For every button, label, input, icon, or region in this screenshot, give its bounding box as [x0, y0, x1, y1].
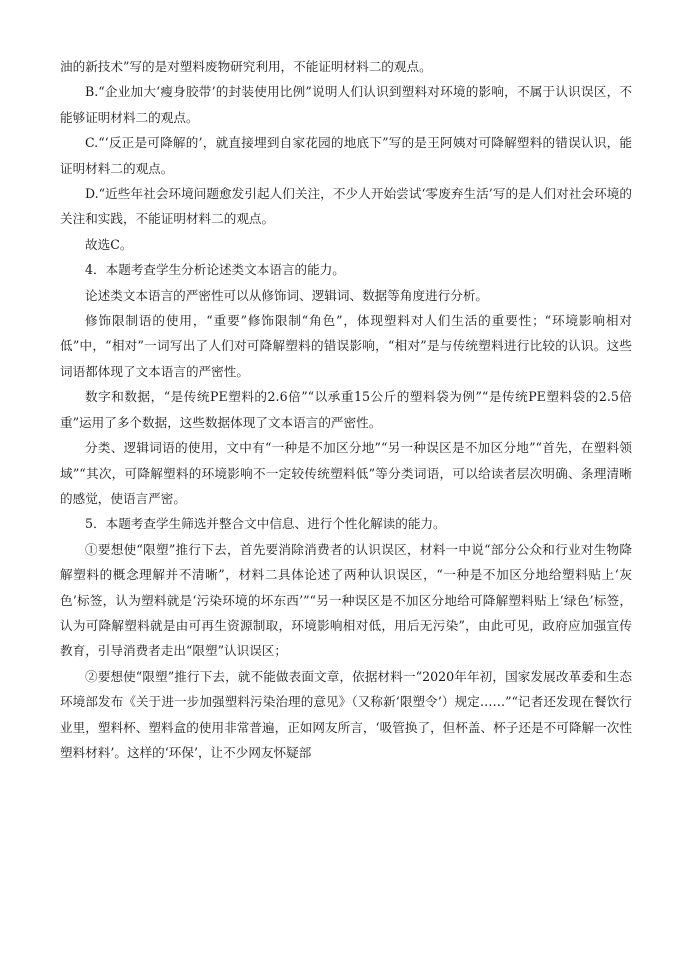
paragraph-q4-logic: 分类、逻辑词语的使用，文中有“一种是不加区分地”“另一种误区是不加区分地”“首先，在塑料领域”“其次，可降解塑料的环境影响不一定较传统塑料低”等分类词语，可以给读者层次明确、条理清晰的感觉，使语言严密。: [60, 440, 632, 506]
document-body: [60, 54, 632, 765]
paragraph-q5-heading: 5．本题考查学生筛选并整合文中信息、进行个性化解读的能力。: [85, 516, 446, 532]
paragraph-q5-point1: ①要想使“限塑”推行下去，首先要消除消费者的认识误区，材料一中说“部分公众和行业对生物降解塑料的概念理解并不清晰”，材料二具体论述了两种认识误区，“一种是不加区分地给塑料贴上‘灰色’标签，认为塑料就是‘污染环境的坏东西’”“另一种误区是不加区分地给可降解塑料贴上‘绿色’标签，认为可降解塑料就是由可再生资源制取，环境影响相对低，用后无污染”，由此可见，政府应加强宣传教育，引导消费者走出“限塑”认识误区；: [60, 541, 632, 659]
paragraph-option-b: B.“企业加大‘瘦身胶带’的封装使用比例”说明人们认识到塑料对环境的影响，不属于认识误区，不能够证明材料二的观点。: [60, 84, 632, 125]
paragraph-option-c: C.“‘反正是可降解的’，就直接埋到自家花园的地底下”写的是王阿姨对可降解塑料的错误认识，能证明材料二的观点。: [60, 135, 632, 176]
paragraph-q4-numbers: 数字和数据，“是传统PE塑料的2.6倍”“以承重15公斤的塑料袋为例”“是传统PE塑料袋的2.5倍重”运用了多个数据，这些数据体现了文本语言的严密性。: [60, 389, 632, 430]
paragraph-q4-heading: 4．本题考查学生分析论述类文本语言的能力。: [85, 262, 345, 278]
paragraph-continuation: 油的新技术”写的是对塑料废物研究利用，不能证明材料二的观点。: [60, 59, 432, 74]
paragraph-option-d: D.“近些年社会环境问题愈发引起人们关注，不少人开始尝试‘零废弃生活’写的是人们对社会环境的关注和实践，不能证明材料二的观点。: [60, 186, 632, 227]
paragraph-q4-modifiers: 修饰限制语的使用，“重要”修饰限制“角色”，体现塑料对人们生活的重要性；“环境影响相对低”中，“相对”一词写出了人们对可降解塑料的错误影响，“相对”是与传统塑料进行比较的认识。这些词语都体现了文本语言的严密性。: [60, 313, 632, 379]
paragraph-q4-intro: 论述类文本语言的严密性可以从修饰词、逻辑词、数据等角度进行分析。: [85, 287, 488, 303]
paragraph-answer: 故选C。: [85, 236, 133, 252]
paragraph-q5-point2: ②要想使“限塑”推行下去，就不能做表面文章，依据材料一“2020年年初，国家发展改革委和生态环境部发布《关于进一步加强塑料污染治理的意见》（又称新‘限塑令’）规定……”“记者还发现在餐饮行业里，塑料杯、塑料盒的使用非常普遍，正如网友所言，‘吸管换了，但杯盖、杯子还是不可降解一次性塑料材料’。这样的‘环保’，让不少网友怀疑部: [60, 668, 632, 760]
